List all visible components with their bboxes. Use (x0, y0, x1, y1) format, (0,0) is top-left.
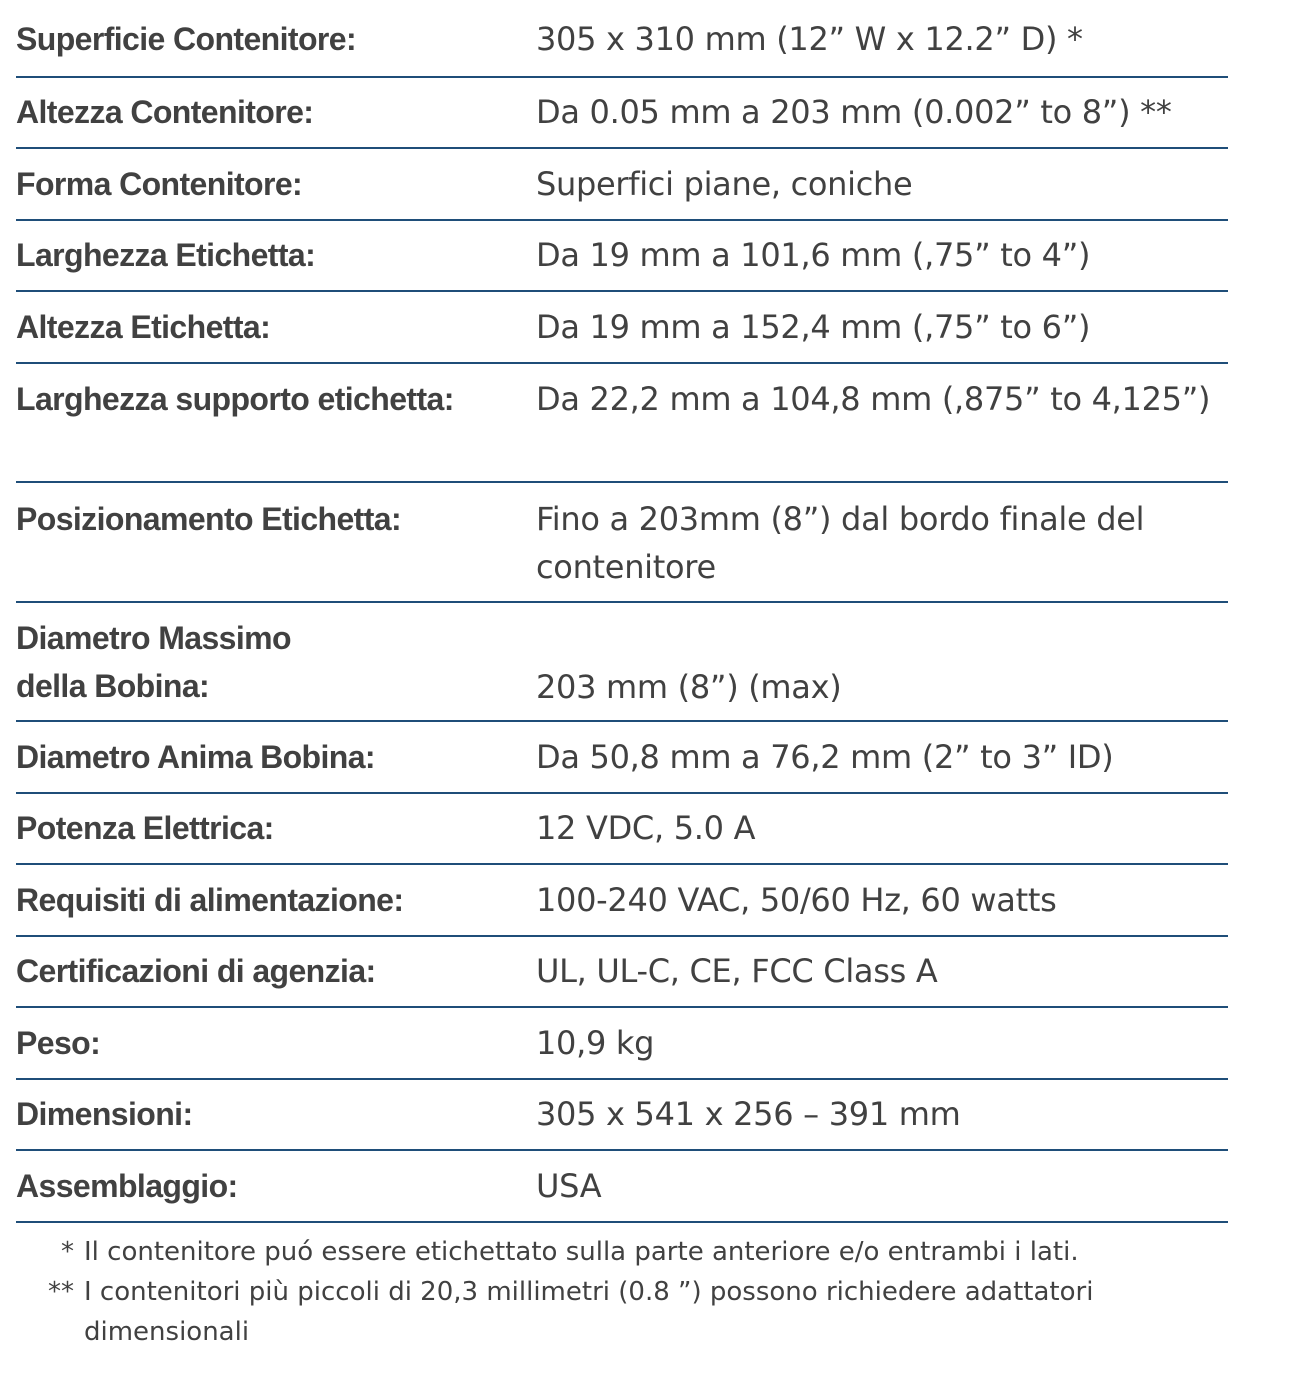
footnote (30, 1232, 1230, 1272)
spec-table (16, 0, 1228, 1223)
spec-value: Superfici piane, coniche (536, 165, 913, 203)
spec-label: Diametro Anima Bobina: (16, 739, 375, 775)
spec-value: USA (536, 1167, 602, 1205)
spec-value: Fino a 203mm (8”) dal bordo finale del contenitore (536, 500, 1145, 586)
spec-row (16, 603, 1228, 722)
spec-row (16, 78, 1228, 149)
spec-label: Dimensioni: (16, 1096, 193, 1132)
spec-label: Altezza Contenitore: (16, 94, 314, 130)
spec-label: Peso: (16, 1025, 101, 1061)
footnote-text: I contenitori più piccoli di 20,3 millimetri (0.8 ”) possono richiedere adattatori dimensionali (84, 1277, 1094, 1347)
spec-label: Requisiti di alimentazione: (16, 882, 404, 918)
spec-label: Altezza Etichetta: (16, 309, 271, 345)
spec-value: Da 22,2 mm a 104,8 mm (,875” to 4,125”) (536, 380, 1211, 418)
spec-value: 305 x 310 mm (12” W x 12.2” D) * (536, 20, 1083, 58)
spec-label: Potenza Elettrica: (16, 810, 274, 846)
spec-label (16, 614, 536, 720)
footnotes (30, 1232, 1230, 1352)
spec-value: Da 19 mm a 152,4 mm (,75” to 6”) (536, 308, 1091, 346)
spec-row (16, 865, 1228, 937)
spec-row (16, 483, 1228, 603)
spec-label: Certificazioni di agenzia: (16, 953, 376, 989)
spec-row (16, 292, 1228, 364)
spec-label: Assemblaggio: (16, 1168, 238, 1204)
spec-value: 10,9 kg (536, 1024, 655, 1062)
spec-value: Da 19 mm a 101,6 mm (,75” to 4”) (536, 236, 1091, 274)
footnote-text: Il contenitore puó essere etichettato sulla parte anteriore e/o entrambi i lati. (84, 1237, 1079, 1267)
spec-label-line: della Bobina: (16, 668, 210, 704)
spec-value: 305 x 541 x 256 – 391 mm (536, 1095, 961, 1133)
spec-row (16, 1008, 1228, 1080)
spec-label: Larghezza Etichetta: (16, 237, 316, 273)
spec-row (16, 794, 1228, 865)
spec-row (16, 149, 1228, 221)
footnote-mark: * (61, 1237, 74, 1267)
spec-label: Posizionamento Etichetta: (16, 501, 402, 537)
spec-row (16, 1151, 1228, 1223)
spec-row (16, 0, 1228, 78)
footnote (30, 1272, 1230, 1352)
spec-label: Larghezza supporto etichetta: (16, 381, 454, 417)
spec-value: Da 50,8 mm a 76,2 mm (2” to 3” ID) (536, 738, 1114, 776)
spec-value: 12 VDC, 5.0 A (536, 809, 756, 847)
spec-label: Superficie Contenitore: (16, 21, 357, 57)
spec-value: 100-240 VAC, 50/60 Hz, 60 watts (536, 881, 1057, 919)
spec-row (16, 364, 1228, 483)
spec-row (16, 1080, 1228, 1151)
spec-label-line: Diametro Massimo (16, 620, 291, 656)
spec-value: Da 0.05 mm a 203 mm (0.002” to 8”) ** (536, 93, 1172, 131)
spec-row (16, 722, 1228, 794)
spec-label: Forma Contenitore: (16, 166, 303, 202)
spec-value: UL, UL-C, CE, FCC Class A (536, 952, 938, 990)
spec-row (16, 221, 1228, 292)
spec-row (16, 937, 1228, 1008)
footnote-mark: ** (48, 1277, 74, 1307)
spec-value: 203 mm (8”) (max) (536, 668, 842, 706)
